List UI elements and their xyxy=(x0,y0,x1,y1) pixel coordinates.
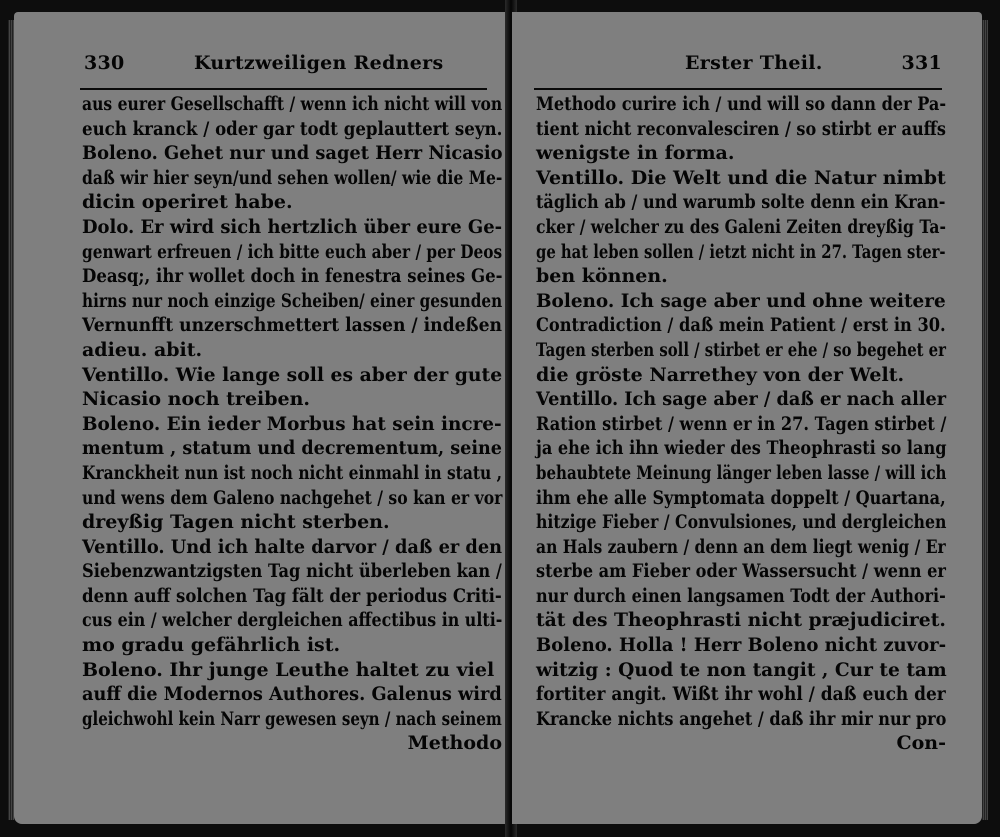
text-line: ja ehe ich ihn wieder des Theophrasti so lang xyxy=(536,437,947,460)
text-line: täglich ab / und warumb solte denn ein Kran- xyxy=(536,191,946,214)
text-line: Dolo. Er wird sich hertzlich über eure Ge- xyxy=(82,215,503,238)
text-line: dicin operiret habe. xyxy=(82,191,293,214)
text-line: cus ein / welcher dergleichen affectibus in ulti- xyxy=(82,609,503,632)
text-line: Kranckheit nun ist noch nicht einmahl in statu , xyxy=(82,461,503,484)
text-line: gleichwohl kein Narr gewesen seyn / nach seinem xyxy=(82,707,502,730)
left-page xyxy=(14,12,509,824)
text-line: cker / welcher zu des Galeni Zeiten dreyßig Ta- xyxy=(536,215,946,238)
text-line: Boleno. Gehet nur und saget Herr Nicasio xyxy=(82,142,503,165)
text-line: nur durch einen langsamen Todt der Authori- xyxy=(536,584,946,607)
text-line: witzig : Quod te non tangit , Cur te tam xyxy=(536,658,947,681)
text-line: hitzige Fieber / Convulsiones, und dergleichen xyxy=(536,511,947,534)
text-line: Boleno. Ich sage aber und ohne weitere xyxy=(536,289,946,312)
text-line: auff die Modernos Authores. Galenus wird xyxy=(82,683,502,706)
right-header-rule xyxy=(534,88,942,90)
text-line: genwart erfreuen / ich bitte euch aber / per Deos xyxy=(82,240,503,263)
text-line: mentum , statum und decrementum, seine xyxy=(82,437,502,460)
text-line: wenigste in forma. xyxy=(536,142,735,165)
text-line: hirns nur noch einzige Scheiben/ einer gesunden xyxy=(82,289,503,312)
right-page-header xyxy=(537,52,942,82)
text-line: Tagen sterben soll / stirbet er ehe / so begehet er xyxy=(536,338,946,361)
text-line: sterbe am Fieber oder Wassersucht / wenn er xyxy=(536,560,946,583)
text-line: adieu. abit. xyxy=(82,338,203,361)
text-line: Boleno. Ihr junge Leuthe haltet zu viel xyxy=(82,658,495,681)
text-line: denn auff solchen Tag fält der periodus Criti- xyxy=(82,584,502,607)
text-line: die gröste Narrethey von der Welt. xyxy=(536,363,905,386)
text-line: daß wir hier seyn/und sehen wollen/ wie die Me- xyxy=(82,166,503,189)
text-line: Ventillo. Wie lange soll es aber der gute xyxy=(82,363,503,386)
left-page-header xyxy=(84,52,489,82)
text-line: Nicasio noch treiben. xyxy=(82,388,311,411)
text-line: an Hals zaubern / denn an dem liegt wenig / Er xyxy=(536,535,946,558)
text-line: dreyßig Tagen nicht sterben. xyxy=(82,511,390,534)
right-running-head: Erster Theil. xyxy=(685,52,823,74)
text-line: Ventillo. Und ich halte darvor / daß er den xyxy=(82,535,503,558)
text-line: mo gradu gefährlich ist. xyxy=(82,634,341,657)
text-line: Ventillo. Ich sage aber / daß er nach aller xyxy=(536,388,947,411)
left-page-number: 330 xyxy=(84,52,125,74)
text-line: Boleno. Ein ieder Morbus hat sein incre- xyxy=(82,412,502,435)
right-page-text xyxy=(536,92,946,756)
left-header-rule xyxy=(80,88,487,90)
text-line: Ventillo. Die Welt und die Natur nimbt xyxy=(536,166,946,189)
text-line: Krancke nichts angehet / daß ihr mir nur pro xyxy=(536,707,947,730)
text-line: euch kranck / oder gar todt geplauttert seyn. xyxy=(82,117,503,140)
left-running-head: Kurtzweiligen Redners xyxy=(194,52,444,74)
text-line: aus eurer Gesellschafft / wenn ich nicht will von xyxy=(82,93,503,115)
right-page-number: 331 xyxy=(901,52,942,74)
text-line: Siebenzwantzigsten Tag nicht überleben kan / xyxy=(82,560,502,583)
text-line: Ration stirbet / wenn er in 27. Tagen stirbet / xyxy=(536,412,947,435)
text-line: ben können. xyxy=(536,265,668,288)
text-line: Methodo curire ich / und will so dann der Pa- xyxy=(536,93,947,115)
text-line: fortiter angit. Wißt ihr wohl / daß euch der xyxy=(536,683,946,706)
right-page xyxy=(512,12,982,824)
left-page-text xyxy=(82,92,502,756)
text-line: Contradiction / daß mein Patient / erst in 30. xyxy=(536,314,946,337)
catchword: Con- xyxy=(896,732,946,755)
text-line: tät des Theophrasti nicht præjudiciret. xyxy=(536,609,946,632)
text-line: behaubtete Meinung länger leben lasse / will ich xyxy=(536,461,947,484)
text-line: ge hat leben sollen / ietzt nicht in 27. Tagen ster- xyxy=(536,240,946,263)
text-line: Boleno. Holla ! Herr Boleno nicht zuvor- xyxy=(536,634,947,657)
catchword: Methodo xyxy=(407,732,502,755)
text-line: tient nicht reconvalesciren / so stirbt er auffs xyxy=(536,117,946,140)
text-line: und wens dem Galeno nachgehet / so kan er vor xyxy=(82,486,503,509)
text-line: Deasq;, ihr wollet doch in fenestra seines Ge- xyxy=(82,265,503,288)
page-edges-right xyxy=(982,20,988,820)
text-line: ihm ehe alle Symptomata doppelt / Quartana, xyxy=(536,486,946,509)
text-line: Vernunfft unzerschmettert lassen / indeßen xyxy=(82,314,502,337)
